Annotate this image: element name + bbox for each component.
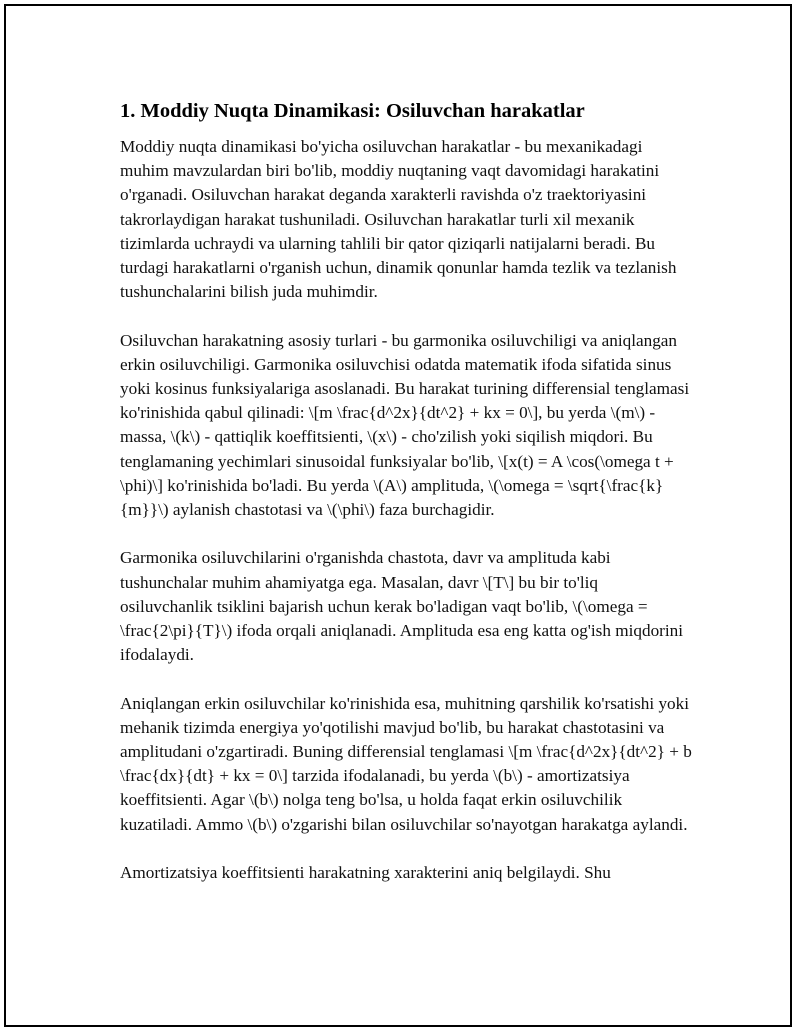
- section-heading: 1. Moddiy Nuqta Dinamikasi: Osiluvchan harakatlar: [120, 100, 585, 122]
- paragraph-intro: Moddiy nuqta dinamikasi bo'yicha osiluvchan harakatlar - bu mexanikadagi muhim mavzulardan biri bo'lib, moddiy nuqtaning vaqt davomidagi harakatini o'rganadi. Osiluvchan harakat deganda xarakterli ravishda o'z traektoriyasini takrorlaydigan harakat tushuniladi. Osiluvchan harakatlar turli xil mexanik tizimlarda uchraydi va ularning tahlili bir qator qiziqarli natijalarni beradi. Bu turdagi harakatlarni o'rganish uchun, dinamik qonunlar hamda tezlik va tezlanish tushunchalarini bilish juda muhimdir.: [120, 137, 677, 302]
- paragraph-damped-oscillation: Aniqlangan erkin osiluvchilar ko'rinishida esa, muhitning qarshilik ko'rsatishi yoki mehanik tizimda energiya yo'qotilishi mavjud bo'lib, bu harakat chastotasini va amplitudani o'zgartiradi. Buning differensial tenglamasi \[m \frac{d^2x}{dt^2} + b \frac{dx}{dt} + kx = 0\] tarzida ifodalanadi, bu yerda \(b\) - amortizatsiya koeffitsienti. Agar \(b\) nolga teng bo'lsa, u holda faqat erkin osiluvchilik kuzatiladi. Ammo \(b\) o'zgarishi bilan osiluvchilar so'nayotgan harakatga aylandi.: [120, 693, 692, 834]
- paragraph-period-amplitude: Garmonika osiluvchilarini o'rganishda chastota, davr va amplituda kabi tushunchalar muhim ahamiyatga ega. Masalan, davr \[T\] bu bir to'liq osiluvchanlik tsiklini bajarish uchun kerak bo'ladigan vaqt bo'lib, \(\omega = \frac{2\pi}{T}\) ifoda orqali aniqlanadi. Amplituda esa eng katta og'ish miqdorini ifodalaydi.: [120, 548, 684, 665]
- paragraph-damping-coefficient: Amortizatsiya koeffitsienti harakatning xarakterini aniq belgilaydi. Shu: [120, 863, 611, 883]
- page-frame: [4, 4, 792, 1027]
- document-body: [120, 98, 694, 909]
- paragraph-harmonic-types: Osiluvchan harakatning asosiy turlari - bu garmonika osiluvchiligi va aniqlangan erkin osiluvchiligi. Garmonika osiluvchisi odatda matematik ifoda sifatida sinus yoki kosinus funksiyalariga asoslanadi. Bu harakat turining differensial tenglamasi ko'rinishida qabul qilinadi: \[m \frac{d^2x}{dt^2} + kx = 0\], bu yerda \(m\) - massa, \(k\) - qattiqlik koeffitsienti, \(x\) - cho'zilish yoki siqilish miqdori. Bu tenglamaning yechimlari sinusoidal funksiyalar bo'lib, \[x(t) = A \cos(\omega t + \phi)\] ko'rinishida bo'ladi. Bu yerda \(A\) amplituda, \(\omega = \sqrt{\frac{k}{m}}\) aylanish chastotasi va \(\phi\) faza burchagidir.: [120, 330, 690, 520]
